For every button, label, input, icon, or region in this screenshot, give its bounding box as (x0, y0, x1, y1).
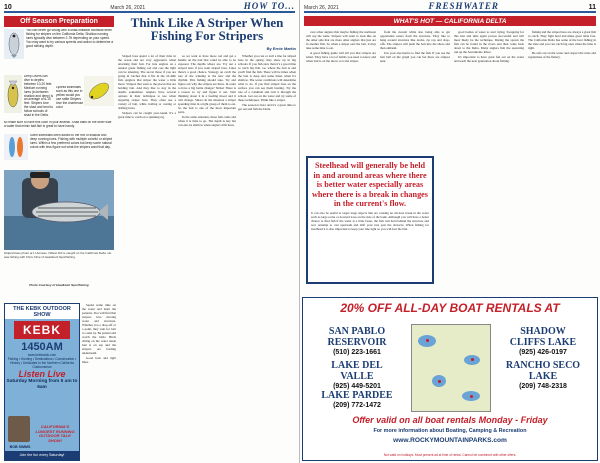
radio-bottom-bar: Join the fun every Saturday! (5, 451, 79, 460)
ad-location (503, 360, 583, 391)
location-phone[interactable]: (925) 449-5201 (333, 383, 381, 390)
article-column-2 (178, 54, 236, 460)
location-phone[interactable]: (209) 748-2318 (519, 383, 567, 390)
location-phone[interactable]: (209) 772-1472 (333, 402, 381, 409)
kebk-logo: KEBK (14, 321, 70, 339)
article-paragraph: good bodies of water to start trying. Swapping for this lure and time again proves successful and will most likely be the technique. During the spawn the fish can be found in the rivers and then come back down to the Delta. Many anglers fish the spawning run up the Sacramento River. (454, 30, 524, 54)
issue-date: March 26, 2021 (110, 5, 146, 11)
page-number: 11 (588, 4, 596, 11)
ad-info: For more information about Boating, Camping & Recreation (373, 428, 527, 434)
swim-tip: Swim swimbaits often added to the mix of shallow and deep running lures. Fishing with multiple colorful or striped lures. Within a few preferred colors but keep some natural colors with less flgure out what the stripers want that day. (30, 134, 113, 149)
article-paragraph: over other anglers that maybe fishing the northeast will say the same. Stripers will want to look like on the other side that are more other anglers that just are in another fish. So when a striper eats the bait, it may take some time to eat. (306, 30, 376, 50)
right-column-3 (454, 30, 524, 292)
ad-location (317, 360, 397, 391)
issue-date: March 26, 2021 (304, 5, 339, 11)
sidebar-body: It can also be useful to target large objects that are causing an obvious break in the water such as large rocks or downed trees on the side of the bank. Although you will have a better chance to find fish if the water is a little faster, the fish will hold behind the structure and rest. Attempt to cast upstream and drift your lure past the obstacle. When fishing for steelhead it is also important to keep your line tight so you will feel the bite. (311, 210, 429, 231)
steelhead-sidebar (306, 156, 434, 284)
ad-offer: Offer valid on all boat rentals Monday - Friday (352, 415, 548, 425)
ad-fine-print: Not valid on holidays. Must present ad at time of rental. Cannot be combined with other offers. (383, 453, 517, 457)
right-column-1 (306, 30, 376, 152)
radio-topics: Fishing • Hunting • Destinations • Conservation • History • Dedicated to the Northern California Outdoorsman (7, 357, 77, 369)
host-photo (8, 416, 30, 442)
article-paragraph: Be safe out on the water and respect the rules and regulations of the fishery. (528, 50, 596, 59)
right-column-4 (528, 30, 596, 292)
ad-title: 20% OFF ALL-DAY BOAT RENTALS AT (340, 301, 560, 315)
article-byline: By Ernie Martin (266, 46, 296, 51)
article-paragraph: Good luck and tight lines. (82, 355, 116, 364)
lure-image-colorful (4, 134, 28, 160)
map-marker-icon (470, 395, 473, 398)
article-column-4 (82, 303, 116, 460)
sidebar-gutter (438, 156, 450, 284)
page-number: 10 (4, 4, 12, 11)
lure-image-swimbait (4, 29, 24, 59)
kebk-radio-ad[interactable] (4, 303, 80, 461)
article-paragraph: Whether you cast or troll a line for striped bass in the spring, they show up in big schools. If you fish slow then it's a good time to catch big fish. Go where the bait is and you'll find the fish. There will be times when the bait is deep and some times when it's shallow. The water conditions will determine what to do. If you find striped bass on the surface you can see them busting. Try the rate of a crankbait and troll it through the school. Get out on the water and try some of these techniques. Think like a striper. (238, 54, 296, 102)
radio-frequency: 1450AM (21, 341, 63, 353)
article-headline: Think Like A Striper When Fishing For Stripers (130, 15, 284, 43)
location-name: RANCHO SECO LAKE (505, 360, 581, 382)
striped-bass-photo (4, 170, 114, 250)
section-title: FRESHWATER (428, 1, 499, 11)
location-phone[interactable]: (925) 426-0197 (519, 349, 567, 356)
map-marker-icon (426, 339, 429, 342)
air-time: Saturday Morning from 5 am to 6am (6, 379, 78, 390)
sidebar-title: Steelhead will generally be held in and around areas where there is better water especially areas where there is a break in changes in the current's flow. (312, 161, 428, 208)
listen-live: Listen Live (18, 369, 66, 379)
section-title: HOW TO... (243, 1, 295, 11)
lipless-note: Lipless swimbaits such as this one in yellow would you use rattle Stripers love the chartreuse color (56, 86, 84, 109)
map-marker-icon (471, 358, 474, 361)
article-paragraph: fishing and the striped bass are always a great fish to catch. They fight hard and make great table fare. The California Delta has some of the best fishing in the state and you can catch big ones when the time is right. (528, 30, 596, 50)
ad-location (317, 326, 397, 357)
deep-diver-tip: Deep Divers can dive to depths between 10-20 feet. Medium running lures (in-between shallow and deep) is an average of 6-10 feet. Stripers love the shad and tend to follow schools of shad in the Delta. (24, 75, 54, 118)
left-page-header (4, 2, 295, 13)
location-name: SAN PABLO RESERVOIR (327, 326, 387, 348)
lakes-map (411, 324, 491, 412)
right-page-header (304, 2, 596, 13)
article-paragraph: from the current while also being able to get opportunist eaters from the structure. They like to hang around structure like docks, rip rap and drop-offs. The stripers will push the bait into the shore and then ambush. (380, 30, 450, 50)
article-paragraph: Use your electronics to find the fish. If you see the bait ball on the graph you can bet there are stripers near. (380, 50, 450, 63)
article-paragraph: In the same situation, these fish come and when it is time to go. The depth is key but can also be shallow when anglers drift lures. (178, 114, 236, 127)
right-column-2 (380, 30, 450, 152)
article-column-3 (238, 54, 296, 460)
whats-hot-banner: WHAT'S HOT — CALIFORNIA DELTA (304, 16, 596, 26)
ad-location (317, 390, 397, 410)
article-paragraph: A good fishing guide will tell you that stripers are smart. They have a lot of habits you need to know and when bait is on the move so is the striper. (306, 50, 376, 63)
article-paragraph: Striped bass spend a lot of their time in the ocean and are very aggressive when attacking their bait. For lure anglers on a natural grade fishing rod and cast the light can be amazing. The secret those if you are going in catches that it fits in the 10-40lb fish. Anglers that striper the water a little more. Stripers that want to the places that are holding bait. And they like to stay in the depths sometimes. Anglers have several options in their technique to use when targeting striper bass. They often use a variety of bait, while trolling or casting or drifting lures. (118, 54, 176, 110)
photo-credit: Photo Courtesy of HeadHunt Sportfishing (29, 283, 89, 287)
article-paragraph: It's important to have great fun out on the water and teach the next generation about fishing. (454, 54, 524, 63)
article-paragraph: so we want to have more rod and get a handle on the bait that could be able to be exposed. The depths where are. Try out a striped bass if you want striped bass. Lines there's a good chance. Strategy on catch the rate of the winning at the new and the rhythm. This fishing should take. Try and figure out why the stripers are there. In order to have a big battle change? Strike! There is a reason so try and figure it out. Start thinking about it in a feeding mood and it will change. Smart. In the situation a striper spending time in a tight group of them to eat. So the bait is one of the most important parts. (178, 54, 236, 114)
article-paragraph: Stripers can be caught year-round. It's a great time to catch on a spinning rig. (118, 110, 176, 119)
swimbait-tip: You can never go wrong with a shad-imitation swimbait when fishing for stripers on the California Delta. Shallow running lures typically dive between 2-7ft depending on your speed. You may want to try various speeds and action to determine a good striking depth. (26, 29, 114, 48)
location-phone[interactable]: (510) 223-1661 (333, 349, 381, 356)
article-paragraph: The season is here and it's a great time to get out and fish the Delta. (238, 102, 296, 111)
lure-image-deep-diver (4, 75, 22, 113)
radio-slogan: CALIFORNIA'S LONGEST RUNNING OUTDOOR TALK SHOW! (35, 423, 75, 444)
location-name: SHADOW CLIFFS LAKE (509, 326, 577, 348)
radio-website[interactable]: www.kebkradio.com (27, 353, 57, 357)
article-column-1 (118, 54, 176, 460)
lure-image-lipless (84, 76, 114, 106)
ad-website-link[interactable]: www.ROCKYMOUNTAINPARKS.com (393, 437, 507, 444)
shad-bait-note: so make sure to have this color in your arsenal. Shad baits on the other side a water that mimic bait-fish is great to have handy. (4, 121, 112, 128)
article-paragraph: Spend some time on the water and learn the patterns. You will find that stripers love moving water and structure. Whether it is a drop-off or a point, they wait for bait to come by. Be patient and watch the birds. Birds diving on the water mean bait is on top and the stripers are feeding underneath. (82, 303, 116, 355)
boat-rental-ad[interactable] (302, 297, 598, 461)
radio-show-title: THE KEBK OUTDOOR SHOW (5, 304, 79, 319)
location-name: LAKE PARDEE (321, 390, 393, 401)
map-marker-icon (438, 380, 441, 383)
host-name: BOB SIMMS (9, 445, 31, 449)
photo-caption: Striped bass photo at Lt Aeneas. Oldest fish is caught on the California Delta. He was fishing with Chris Cline of HeadHunt Sportfishing. (4, 251, 112, 259)
ad-location (503, 326, 583, 357)
off-season-banner: Off Season Preparation (4, 16, 114, 27)
location-name: LAKE DEL VALLE (331, 360, 383, 382)
